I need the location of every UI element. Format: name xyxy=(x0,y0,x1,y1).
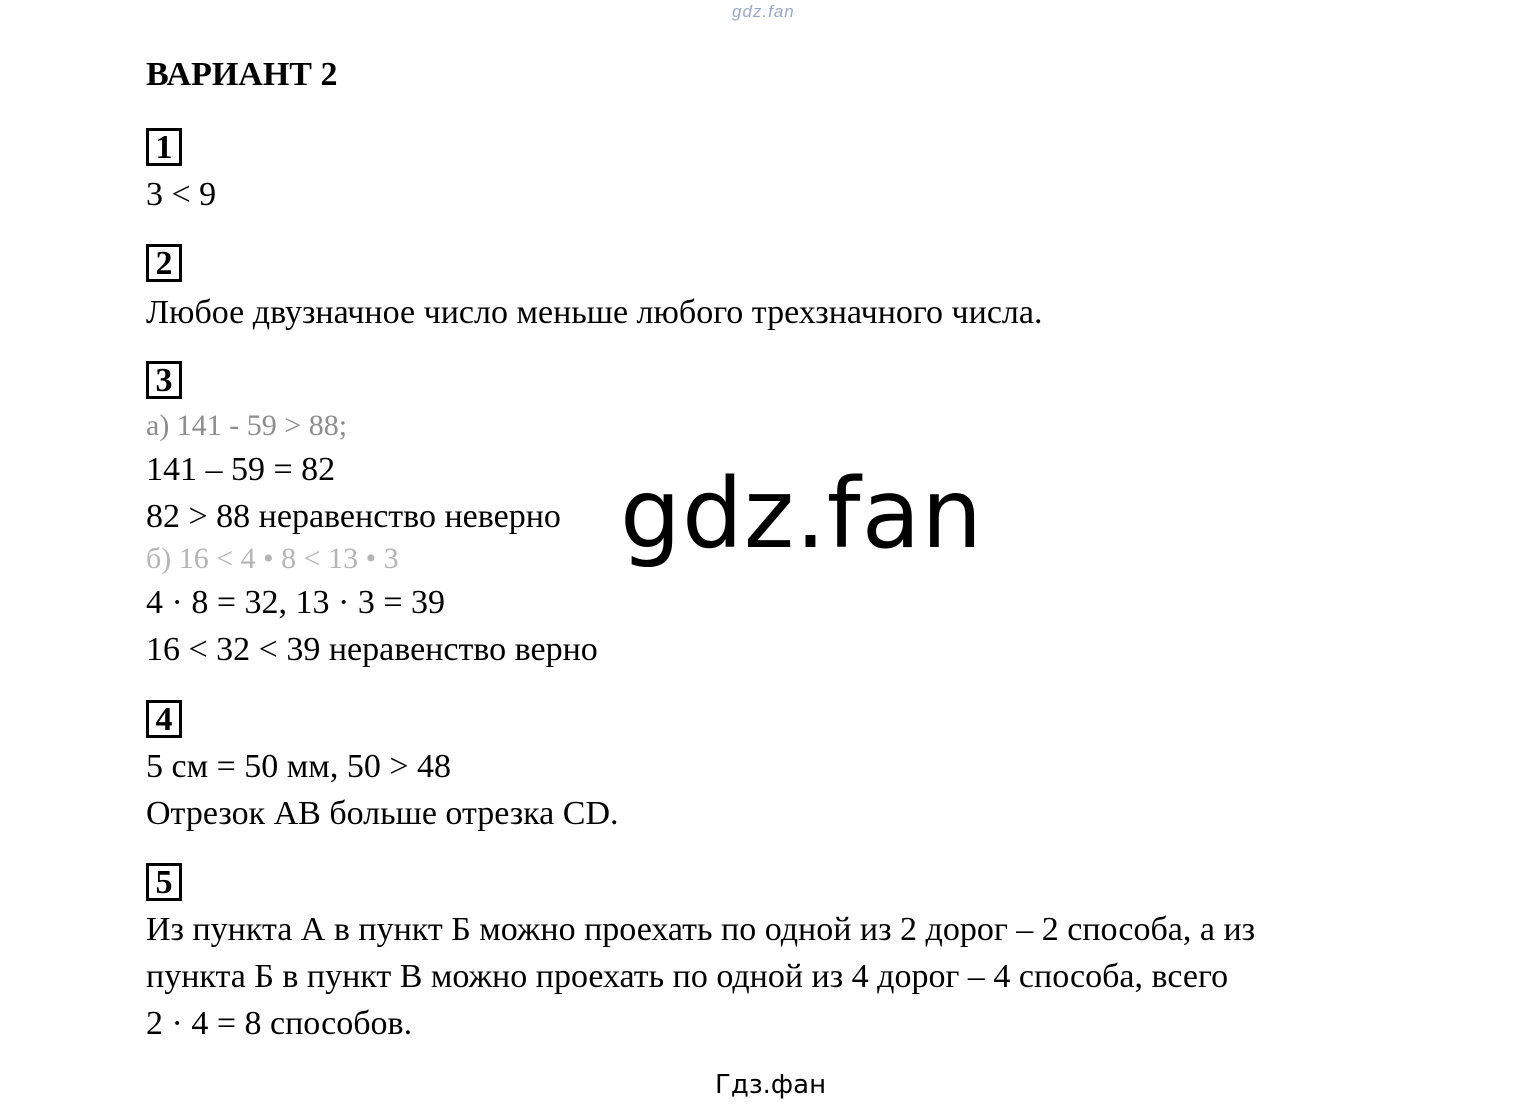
task-3-line-2: 141 – 59 = 82 xyxy=(146,451,336,488)
task-2-line-1: Любое двузначное число меньше любого трехзначного числа. xyxy=(146,294,1043,331)
task-4-line-1: 5 см = 50 мм, 50 > 48 xyxy=(146,748,451,785)
footer-watermark: Гдз.фан xyxy=(715,1070,827,1100)
center-watermark: gdz.fan xyxy=(620,458,984,570)
task-number-4: 4 xyxy=(146,700,182,738)
task-number-2: 2 xyxy=(146,244,182,282)
task-number-3: 3 xyxy=(146,361,182,399)
task-number-5: 5 xyxy=(146,863,182,901)
page-title: ВАРИАНТ 2 xyxy=(146,56,338,93)
task-5-line-1: Из пункта А в пункт Б можно проехать по одной из 2 дорог – 2 способа, а из xyxy=(146,911,1256,948)
task-5-line-2: пункта Б в пункт В можно проехать по одной из 4 дорог – 4 способа, всего xyxy=(146,958,1229,995)
task-1-line-1: 3 < 9 xyxy=(146,176,217,213)
task-3-line-1: а) 141 - 59 > 88; xyxy=(146,409,348,442)
header-watermark: gdz.fan xyxy=(732,2,795,21)
task-3-line-4: б) 16 < 4 • 8 < 13 • 3 xyxy=(146,542,399,575)
task-number-1: 1 xyxy=(146,128,182,166)
task-3-line-6: 16 < 32 < 39 неравенство верно xyxy=(146,631,598,668)
task-3-line-3: 82 > 88 неравенство неверно xyxy=(146,498,561,535)
task-4-line-2: Отрезок АВ больше отрезка CD. xyxy=(146,795,619,832)
task-3-line-5: 4 · 8 = 32, 13 · 3 = 39 xyxy=(146,584,445,621)
task-5-line-3: 2 · 4 = 8 способов. xyxy=(146,1005,413,1042)
